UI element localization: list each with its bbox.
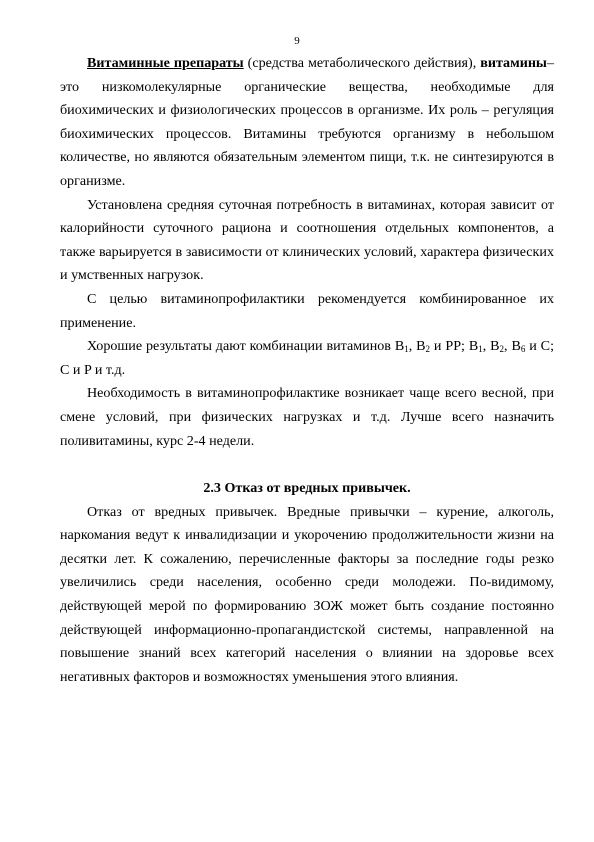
paragraph-combined-use: С целью витаминопрофилактики рекомендуется комбинированное их применение. bbox=[60, 290, 554, 331]
paragraph-text: (средства метаболического действия), bbox=[243, 55, 481, 71]
paragraph-prophylaxis-timing: Необходимость в витаминопрофилактике возникает чаще всего весной, при смене условий, при физических нагрузках и т.д. Лучше всего назначить поливитамины, курс 2-4 недели. bbox=[60, 385, 554, 449]
paragraph-vitamins-definition bbox=[60, 52, 554, 194]
subscript: 6 bbox=[520, 344, 526, 355]
text-fragment: , B bbox=[504, 338, 521, 355]
text-fragment: и C; C и P и т.д. bbox=[60, 338, 554, 378]
term-vitamins: витамины bbox=[480, 55, 547, 71]
text-fragment: и PP; B bbox=[430, 338, 479, 355]
paragraph-daily-requirement: Установлена средняя суточная потребность в витаминах, которая зависит от калорийности суточного рациона и соотношения отдельных компонентов, а также варьируется в зависимости от клинических условий, характера физических и умственных нагрузок. bbox=[60, 196, 554, 284]
text-fragment: , B bbox=[408, 338, 426, 355]
paragraph-vitamin-combinations bbox=[60, 335, 554, 382]
page-content bbox=[60, 52, 554, 689]
subscript: 2 bbox=[425, 344, 431, 355]
term-vitamin-preparations: Витаминные препараты bbox=[87, 55, 244, 71]
text-fragment: , B bbox=[482, 338, 500, 355]
page-number: 9 bbox=[294, 35, 300, 47]
text-fragment: Хорошие результаты дают комбинации витаминов B bbox=[87, 338, 405, 355]
section-heading: 2.3 Отказ от вредных привычек. bbox=[203, 480, 411, 497]
subscript: 1 bbox=[478, 344, 483, 355]
subscript: 2 bbox=[499, 344, 505, 355]
subscript: 1 bbox=[404, 344, 409, 355]
paragraph-bad-habits: Отказ от вредных привычек. Вредные привычки – курение, алкоголь, наркомания ведут к инвалидизации и укорочению продолжительности жизни на десятки лет. К сожалению, перечисленные факторы за последние годы резко увеличились среди населения, особенно среди молодежи. По-видимому, действующей мерой по формированию ЗОЖ может быть создание постоянно действующей информационно-пропагандистской системы, направленной на повышение знаний всех категорий населения о влиянии на здоровье всех негативных факторов и возможностях уменьшения этого влияния. bbox=[60, 503, 554, 685]
paragraph-text: – это низкомолекулярные органические вещества, необходимые для биохимических и физиологических процессов в организме. Их роль – регуляция биохимических процессов. Витамины требуются организму в небольшом количестве, но являются обязательным элементом пищи, т.к. не синтезируются в организме. bbox=[60, 55, 554, 189]
